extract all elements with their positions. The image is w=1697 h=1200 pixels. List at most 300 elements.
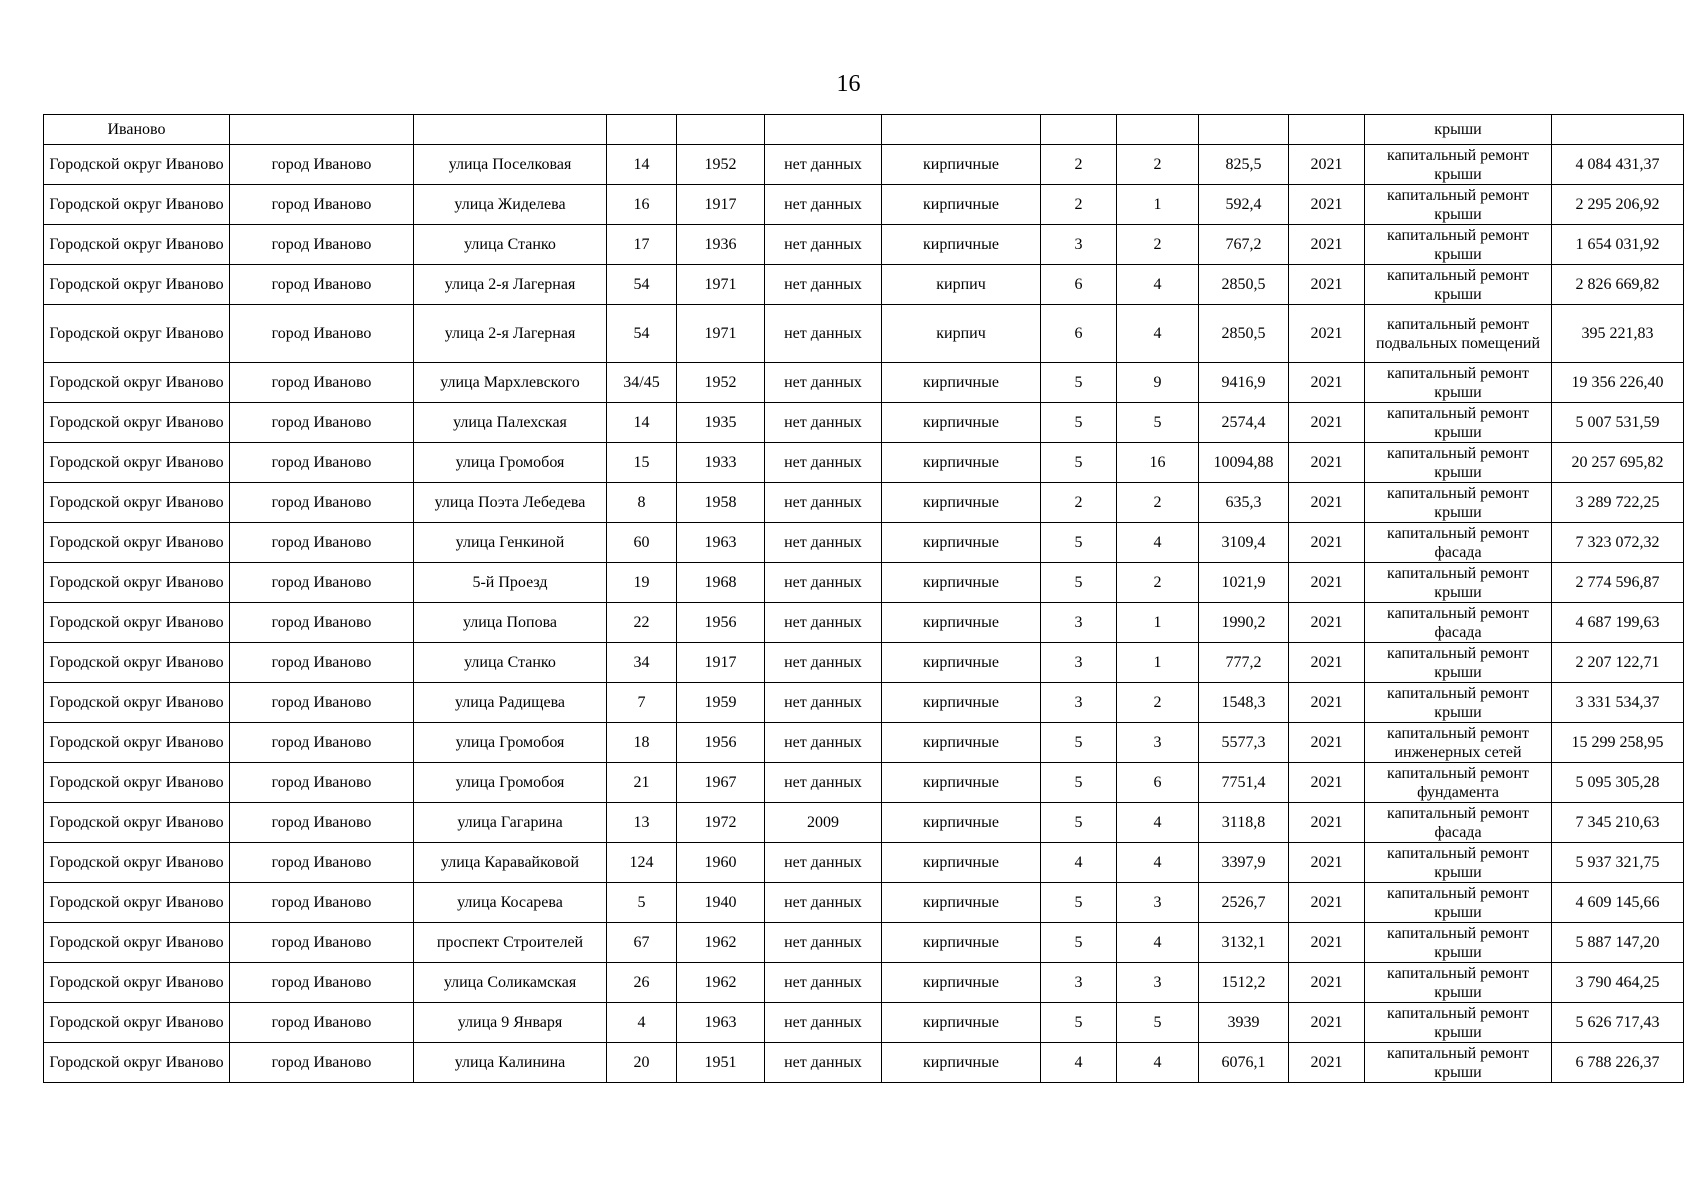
table-row — [44, 265, 1684, 305]
cell-entrances: 4 — [1117, 305, 1199, 363]
cell-house: 8 — [607, 483, 677, 523]
cell-house: 34/45 — [607, 363, 677, 403]
cell-built: 1963 — [677, 523, 765, 563]
cell-area: 1548,3 — [1199, 683, 1289, 723]
cell-floors: 5 — [1041, 563, 1117, 603]
cell-walls: кирпич — [882, 305, 1041, 363]
cell-walls: кирпич — [882, 265, 1041, 305]
cell-city: город Иваново — [230, 923, 414, 963]
cell-city: город Иваново — [230, 1043, 414, 1083]
cell-work-type: капитальный ремонт крыши — [1365, 363, 1552, 403]
cell-plan-year: 2021 — [1289, 723, 1365, 763]
cell-entrances: 2 — [1117, 683, 1199, 723]
table-row — [44, 843, 1684, 883]
cell-built: 1956 — [677, 603, 765, 643]
table-row — [44, 1043, 1684, 1083]
cell-city: город Иваново — [230, 403, 414, 443]
cell-house: 5 — [607, 883, 677, 923]
cell-district: Городской округ Иваново — [44, 185, 230, 225]
cell-reconstructed: нет данных — [765, 363, 882, 403]
cell-area: 1021,9 — [1199, 563, 1289, 603]
cell-plan-year: 2021 — [1289, 225, 1365, 265]
cell-house: 60 — [607, 523, 677, 563]
cell-area: 1512,2 — [1199, 963, 1289, 1003]
cell-work-type: капитальный ремонт крыши — [1365, 963, 1552, 1003]
cell-plan-year: 2021 — [1289, 923, 1365, 963]
cell-work-type: капитальный ремонт фундамента — [1365, 763, 1552, 803]
cell-city: город Иваново — [230, 443, 414, 483]
cell-entrances: 4 — [1117, 803, 1199, 843]
cell-street: проспект Строителей — [414, 923, 607, 963]
cell-reconstructed: нет данных — [765, 305, 882, 363]
cell-area: 5577,3 — [1199, 723, 1289, 763]
cell-city: город Иваново — [230, 603, 414, 643]
cell-built: 1952 — [677, 145, 765, 185]
cell-entrances: 1 — [1117, 185, 1199, 225]
cell-street: улица Попова — [414, 603, 607, 643]
cell-reconstructed: нет данных — [765, 723, 882, 763]
cell-area: 767,2 — [1199, 225, 1289, 265]
cell-floors: 5 — [1041, 723, 1117, 763]
cell-area: 3939 — [1199, 1003, 1289, 1043]
cell-plan-year: 2021 — [1289, 1003, 1365, 1043]
cell-house: 34 — [607, 643, 677, 683]
cell-work-type: капитальный ремонт инженерных сетей — [1365, 723, 1552, 763]
cell-plan-year: 2021 — [1289, 963, 1365, 1003]
cell-district: Городской округ Иваново — [44, 145, 230, 185]
cell-plan-year: 2021 — [1289, 443, 1365, 483]
cell-work-type: капитальный ремонт крыши — [1365, 643, 1552, 683]
cell-street: улица Палехская — [414, 403, 607, 443]
cell-house: 14 — [607, 403, 677, 443]
cell-area: 1990,2 — [1199, 603, 1289, 643]
cell-entrances: 2 — [1117, 145, 1199, 185]
cell-area: 9416,9 — [1199, 363, 1289, 403]
cell-walls: кирпичные — [882, 523, 1041, 563]
cell-built: 1959 — [677, 683, 765, 723]
cell-city: город Иваново — [230, 803, 414, 843]
cell-city: город Иваново — [230, 483, 414, 523]
cell-district: Городской округ Иваново — [44, 305, 230, 363]
cell-work-type: капитальный ремонт крыши — [1365, 443, 1552, 483]
cell-cost: 5 095 305,28 — [1552, 763, 1684, 803]
cell-reconstructed: нет данных — [765, 443, 882, 483]
cell-work-type: капитальный ремонт крыши — [1365, 923, 1552, 963]
cell-city: город Иваново — [230, 843, 414, 883]
cell-entrances: 2 — [1117, 225, 1199, 265]
cell-house: 21 — [607, 763, 677, 803]
cell-entrances: 3 — [1117, 963, 1199, 1003]
cell-walls: кирпичные — [882, 763, 1041, 803]
table-row — [44, 363, 1684, 403]
table-row-continued — [44, 115, 1684, 145]
cell-house: 20 — [607, 1043, 677, 1083]
cell-work-type: капитальный ремонт подвальных помещений — [1365, 305, 1552, 363]
cell-work-type: капитальный ремонт крыши — [1365, 403, 1552, 443]
cell-plan-year: 2021 — [1289, 265, 1365, 305]
cell-entrances: 5 — [1117, 403, 1199, 443]
table-row — [44, 225, 1684, 265]
cell-cost: 4 687 199,63 — [1552, 603, 1684, 643]
cell-reconstructed: нет данных — [765, 265, 882, 305]
cell-area: 825,5 — [1199, 145, 1289, 185]
cell-cost: 6 788 226,37 — [1552, 1043, 1684, 1083]
cell-house: 7 — [607, 683, 677, 723]
table-row — [44, 185, 1684, 225]
table-row — [44, 763, 1684, 803]
cell-reconstructed: нет данных — [765, 683, 882, 723]
cell-district: Городской округ Иваново — [44, 225, 230, 265]
cell-district: Городской округ Иваново — [44, 963, 230, 1003]
cell-house: 13 — [607, 803, 677, 843]
cell-cost: 3 289 722,25 — [1552, 483, 1684, 523]
cell-reconstructed: нет данных — [765, 1003, 882, 1043]
cell-house: 14 — [607, 145, 677, 185]
cell-plan-year: 2021 — [1289, 683, 1365, 723]
cell-city: город Иваново — [230, 683, 414, 723]
cell-entrances: 1 — [1117, 603, 1199, 643]
cell-street: улица Поэта Лебедева — [414, 483, 607, 523]
cell-built: 1962 — [677, 963, 765, 1003]
cell-city: город Иваново — [230, 265, 414, 305]
cell-street: улица Калинина — [414, 1043, 607, 1083]
cell-area: 7751,4 — [1199, 763, 1289, 803]
cell-entrances: 16 — [1117, 443, 1199, 483]
cell-area: 2574,4 — [1199, 403, 1289, 443]
cell-street: улица Станко — [414, 225, 607, 265]
cell-plan-year: 2021 — [1289, 843, 1365, 883]
cell-floors: 5 — [1041, 803, 1117, 843]
cell-work-type: капитальный ремонт крыши — [1365, 483, 1552, 523]
cell-house: 18 — [607, 723, 677, 763]
cell-work-type: капитальный ремонт крыши — [1365, 883, 1552, 923]
cell-cost: 3 790 464,25 — [1552, 963, 1684, 1003]
table-row — [44, 723, 1684, 763]
cell-built: 1958 — [677, 483, 765, 523]
cell-work-type: капитальный ремонт фасада — [1365, 803, 1552, 843]
cell-district: Городской округ Иваново — [44, 923, 230, 963]
cell-area: 2850,5 — [1199, 305, 1289, 363]
table-row — [44, 803, 1684, 843]
cell-entrances: 4 — [1117, 1043, 1199, 1083]
cell-area: 6076,1 — [1199, 1043, 1289, 1083]
cell-district: Городской округ Иваново — [44, 443, 230, 483]
cell-floors: 5 — [1041, 523, 1117, 563]
cell-walls: кирпичные — [882, 563, 1041, 603]
page-number: 16 — [836, 71, 861, 97]
cell-cost: 4 084 431,37 — [1552, 145, 1684, 185]
cell-cost: 5 937 321,75 — [1552, 843, 1684, 883]
cell-house: 17 — [607, 225, 677, 265]
cell-district: Городской округ Иваново — [44, 883, 230, 923]
cell-built: 1936 — [677, 225, 765, 265]
cell-district: Городской округ Иваново — [44, 843, 230, 883]
cell-entrances: 5 — [1117, 1003, 1199, 1043]
cell-district: Городской округ Иваново — [44, 1043, 230, 1083]
cell-floors — [1041, 115, 1117, 145]
cell-reconstructed: нет данных — [765, 185, 882, 225]
cell-floors: 2 — [1041, 185, 1117, 225]
cell-built: 1956 — [677, 723, 765, 763]
cell-street: улица Громобоя — [414, 763, 607, 803]
cell-house: 22 — [607, 603, 677, 643]
cell-city: город Иваново — [230, 763, 414, 803]
cell-walls: кирпичные — [882, 1043, 1041, 1083]
cell-built: 1935 — [677, 403, 765, 443]
cell-entrances: 4 — [1117, 523, 1199, 563]
cell-walls: кирпичные — [882, 683, 1041, 723]
cell-area: 635,3 — [1199, 483, 1289, 523]
table-body — [44, 115, 1684, 1083]
cell-city: город Иваново — [230, 225, 414, 265]
cell-floors: 5 — [1041, 763, 1117, 803]
cell-plan-year: 2021 — [1289, 563, 1365, 603]
cell-entrances: 3 — [1117, 883, 1199, 923]
cell-house: 4 — [607, 1003, 677, 1043]
cell-walls: кирпичные — [882, 843, 1041, 883]
cell-floors: 3 — [1041, 603, 1117, 643]
cell-reconstructed: нет данных — [765, 563, 882, 603]
cell-city: город Иваново — [230, 145, 414, 185]
cell-plan-year: 2021 — [1289, 763, 1365, 803]
cell-street: улица Гагарина — [414, 803, 607, 843]
table-row — [44, 963, 1684, 1003]
cell-city: город Иваново — [230, 185, 414, 225]
cell-walls: кирпичные — [882, 483, 1041, 523]
cell-cost — [1552, 115, 1684, 145]
cell-floors: 4 — [1041, 1043, 1117, 1083]
cell-walls: кирпичные — [882, 185, 1041, 225]
cell-floors: 5 — [1041, 403, 1117, 443]
cell-street: улица Генкиной — [414, 523, 607, 563]
cell-area — [1199, 115, 1289, 145]
cell-walls: кирпичные — [882, 225, 1041, 265]
cell-work-type: капитальный ремонт фасада — [1365, 603, 1552, 643]
cell-built: 1960 — [677, 843, 765, 883]
cell-street: улица Жиделева — [414, 185, 607, 225]
cell-cost: 4 609 145,66 — [1552, 883, 1684, 923]
cell-reconstructed: нет данных — [765, 145, 882, 185]
cell-work-type: капитальный ремонт крыши — [1365, 563, 1552, 603]
cell-walls: кирпичные — [882, 723, 1041, 763]
cell-floors: 3 — [1041, 643, 1117, 683]
table-row — [44, 443, 1684, 483]
cell-cost: 1 654 031,92 — [1552, 225, 1684, 265]
cell-district: Городской округ Иваново — [44, 403, 230, 443]
cell-walls: кирпичные — [882, 643, 1041, 683]
cell-street: улица 9 Января — [414, 1003, 607, 1043]
cell-cost: 3 331 534,37 — [1552, 683, 1684, 723]
cell-built: 1971 — [677, 265, 765, 305]
cell-district: Городской округ Иваново — [44, 363, 230, 403]
cell-built: 1962 — [677, 923, 765, 963]
cell-district: Городской округ Иваново — [44, 683, 230, 723]
cell-reconstructed: нет данных — [765, 963, 882, 1003]
cell-city: город Иваново — [230, 305, 414, 363]
cell-work-type: капитальный ремонт крыши — [1365, 843, 1552, 883]
cell-plan-year: 2021 — [1289, 363, 1365, 403]
cell-district: Городской округ Иваново — [44, 523, 230, 563]
cell-house: 15 — [607, 443, 677, 483]
cell-walls: кирпичные — [882, 403, 1041, 443]
cell-floors: 5 — [1041, 883, 1117, 923]
cell-street: улица 2-я Лагерная — [414, 265, 607, 305]
cell-street: улица Мархлевского — [414, 363, 607, 403]
cell-plan-year: 2021 — [1289, 403, 1365, 443]
cell-entrances: 4 — [1117, 265, 1199, 305]
cell-reconstructed: нет данных — [765, 403, 882, 443]
cell-entrances: 9 — [1117, 363, 1199, 403]
cell-plan-year: 2021 — [1289, 523, 1365, 563]
cell-plan-year: 2021 — [1289, 803, 1365, 843]
cell-street: 5-й Проезд — [414, 563, 607, 603]
cell-floors: 3 — [1041, 963, 1117, 1003]
cell-city: город Иваново — [230, 523, 414, 563]
cell-cost: 7 323 072,32 — [1552, 523, 1684, 563]
cell-area: 777,2 — [1199, 643, 1289, 683]
cell-cost: 2 826 669,82 — [1552, 265, 1684, 305]
cell-area: 592,4 — [1199, 185, 1289, 225]
table-row — [44, 483, 1684, 523]
cell-area: 2850,5 — [1199, 265, 1289, 305]
cell-street: улица Громобоя — [414, 723, 607, 763]
table-row — [44, 403, 1684, 443]
cell-floors: 4 — [1041, 843, 1117, 883]
cell-cost: 20 257 695,82 — [1552, 443, 1684, 483]
cell-floors: 5 — [1041, 443, 1117, 483]
cell-city: город Иваново — [230, 1003, 414, 1043]
cell-street: улица Громобоя — [414, 443, 607, 483]
cell-floors: 3 — [1041, 225, 1117, 265]
cell-built: 1917 — [677, 643, 765, 683]
cell-entrances: 1 — [1117, 643, 1199, 683]
cell-built: 1972 — [677, 803, 765, 843]
cell-city: город Иваново — [230, 723, 414, 763]
cell-work-type: капитальный ремонт крыши — [1365, 265, 1552, 305]
cell-work-type: капитальный ремонт крыши — [1365, 1003, 1552, 1043]
cell-cost: 5 626 717,43 — [1552, 1003, 1684, 1043]
cell-street — [414, 115, 607, 145]
cell-work-type: капитальный ремонт фасада — [1365, 523, 1552, 563]
cell-house: 67 — [607, 923, 677, 963]
cell-house: 19 — [607, 563, 677, 603]
cell-city: город Иваново — [230, 883, 414, 923]
cell-plan-year: 2021 — [1289, 643, 1365, 683]
table-row — [44, 523, 1684, 563]
cell-city: город Иваново — [230, 563, 414, 603]
cell-reconstructed: нет данных — [765, 523, 882, 563]
cell-cost: 19 356 226,40 — [1552, 363, 1684, 403]
cell-cost: 2 774 596,87 — [1552, 563, 1684, 603]
table-row — [44, 923, 1684, 963]
cell-house: 124 — [607, 843, 677, 883]
cell-district: Городской округ Иваново — [44, 563, 230, 603]
cell-reconstructed: нет данных — [765, 225, 882, 265]
cell-plan-year: 2021 — [1289, 185, 1365, 225]
cell-floors: 6 — [1041, 305, 1117, 363]
table-row — [44, 883, 1684, 923]
cell-street: улица 2-я Лагерная — [414, 305, 607, 363]
cell-area: 3397,9 — [1199, 843, 1289, 883]
cell-area: 2526,7 — [1199, 883, 1289, 923]
buildings-table — [43, 114, 1684, 1083]
cell-walls: кирпичные — [882, 443, 1041, 483]
cell-cost: 5 887 147,20 — [1552, 923, 1684, 963]
cell-reconstructed: нет данных — [765, 883, 882, 923]
cell-entrances — [1117, 115, 1199, 145]
cell-district: Городской округ Иваново — [44, 643, 230, 683]
cell-house — [607, 115, 677, 145]
cell-city: город Иваново — [230, 963, 414, 1003]
cell-district: Городской округ Иваново — [44, 763, 230, 803]
cell-floors: 5 — [1041, 923, 1117, 963]
cell-built: 1933 — [677, 443, 765, 483]
cell-walls: кирпичные — [882, 603, 1041, 643]
table-row — [44, 305, 1684, 363]
cell-walls: кирпичные — [882, 923, 1041, 963]
cell-reconstructed: нет данных — [765, 1043, 882, 1083]
cell-cost: 5 007 531,59 — [1552, 403, 1684, 443]
cell-district: Городской округ Иваново — [44, 803, 230, 843]
cell-entrances: 4 — [1117, 923, 1199, 963]
cell-reconstructed: 2009 — [765, 803, 882, 843]
cell-plan-year: 2021 — [1289, 305, 1365, 363]
cell-work-type: крыши — [1365, 115, 1552, 145]
cell-plan-year — [1289, 115, 1365, 145]
cell-cost: 7 345 210,63 — [1552, 803, 1684, 843]
cell-work-type: капитальный ремонт крыши — [1365, 185, 1552, 225]
cell-reconstructed — [765, 115, 882, 145]
cell-district: Иваново — [44, 115, 230, 145]
cell-built — [677, 115, 765, 145]
cell-walls: кирпичные — [882, 363, 1041, 403]
cell-work-type: капитальный ремонт крыши — [1365, 225, 1552, 265]
cell-district: Городской округ Иваново — [44, 603, 230, 643]
cell-floors: 5 — [1041, 363, 1117, 403]
cell-city: город Иваново — [230, 643, 414, 683]
cell-built: 1968 — [677, 563, 765, 603]
cell-street: улица Косарева — [414, 883, 607, 923]
cell-walls: кирпичные — [882, 963, 1041, 1003]
cell-built: 1951 — [677, 1043, 765, 1083]
cell-floors: 5 — [1041, 1003, 1117, 1043]
cell-city — [230, 115, 414, 145]
cell-cost: 15 299 258,95 — [1552, 723, 1684, 763]
cell-district: Городской округ Иваново — [44, 1003, 230, 1043]
cell-house: 54 — [607, 305, 677, 363]
table-row — [44, 1003, 1684, 1043]
cell-walls — [882, 115, 1041, 145]
cell-house: 26 — [607, 963, 677, 1003]
cell-street: улица Поселковая — [414, 145, 607, 185]
cell-entrances: 2 — [1117, 483, 1199, 523]
cell-reconstructed: нет данных — [765, 843, 882, 883]
cell-walls: кирпичные — [882, 145, 1041, 185]
cell-house: 16 — [607, 185, 677, 225]
cell-street: улица Соликамская — [414, 963, 607, 1003]
cell-street: улица Радищева — [414, 683, 607, 723]
cell-work-type: капитальный ремонт крыши — [1365, 145, 1552, 185]
cell-reconstructed: нет данных — [765, 643, 882, 683]
cell-city: город Иваново — [230, 363, 414, 403]
table-row — [44, 563, 1684, 603]
cell-area: 3118,8 — [1199, 803, 1289, 843]
cell-entrances: 2 — [1117, 563, 1199, 603]
cell-house: 54 — [607, 265, 677, 305]
cell-district: Городской округ Иваново — [44, 483, 230, 523]
cell-built: 1971 — [677, 305, 765, 363]
cell-floors: 6 — [1041, 265, 1117, 305]
